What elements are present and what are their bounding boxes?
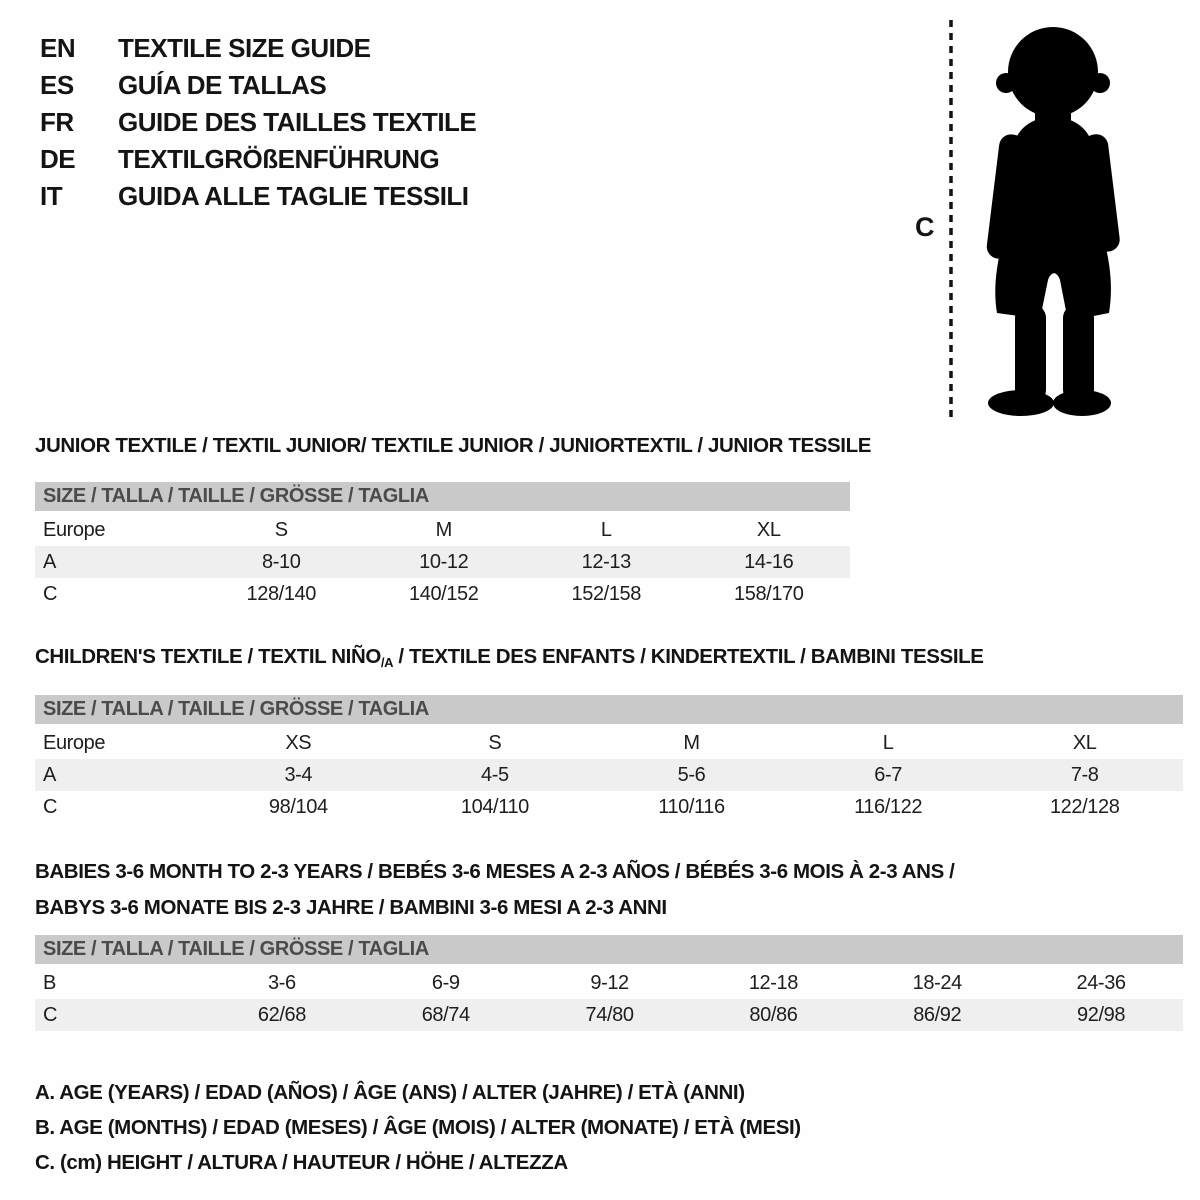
age-cell: 4-5	[481, 764, 509, 786]
height-cell: 104/110	[460, 796, 529, 818]
table-row	[35, 967, 1183, 999]
table-row	[35, 759, 1183, 791]
table-row	[35, 514, 850, 546]
guide-title-es: GUÍA DE TALLAS	[118, 70, 327, 100]
age-cell: 5-6	[677, 764, 706, 786]
height-cell: 80/86	[749, 1004, 798, 1026]
row-label: C	[43, 796, 58, 818]
age-cell: 10-12	[419, 551, 469, 573]
height-cell: 98/104	[268, 796, 328, 818]
height-cell: 122/128	[1049, 796, 1120, 818]
language-title-list	[40, 30, 476, 215]
height-cell: 140/152	[409, 583, 479, 605]
height-cell: 110/116	[658, 796, 725, 818]
height-measure-label: C	[915, 212, 935, 242]
children-section-title	[35, 645, 1183, 675]
age-cell: 8-10	[262, 551, 301, 573]
size-cell: XL	[756, 519, 781, 541]
babies-size-table	[35, 935, 1183, 1031]
babies-title-line1: BABIES 3-6 MONTH TO 2-3 YEARS / BEBÉS 3-6 MESES A 2-3 AÑOS / BÉBÉS 3-6 MOIS À 2-3 ANS /	[35, 860, 955, 883]
age-cell: 3-4	[284, 764, 313, 786]
size-cell: XS	[285, 732, 312, 754]
size-cell: XL	[1072, 732, 1097, 754]
age-cell: 12-18	[748, 972, 798, 994]
height-dashed-line-icon	[947, 20, 955, 418]
age-cell: 7-8	[1070, 764, 1099, 786]
height-cell: 152/158	[571, 583, 641, 605]
babies-section-title	[35, 854, 1183, 926]
language-row-fr	[40, 104, 476, 141]
row-label: A	[43, 551, 56, 573]
height-cell: 128/140	[246, 583, 316, 605]
age-cell: 24-36	[1076, 972, 1126, 994]
children-title-text: CHILDREN'S TEXTILE / TEXTIL NIÑO	[35, 645, 381, 668]
age-cell: 12-13	[581, 551, 631, 573]
size-guide-content	[35, 428, 1183, 1180]
language-row-en	[40, 30, 476, 67]
junior-section-title: JUNIOR TEXTILE / TEXTIL JUNIOR/ TEXTILE JUNIOR / JUNIORTEXTIL / JUNIOR TESSILE	[35, 434, 871, 457]
row-label: A	[43, 764, 56, 786]
size-cell: M	[435, 519, 452, 541]
guide-title-de: TEXTILGRÖßENFÜHRUNG	[118, 144, 440, 174]
height-cell: 158/170	[734, 583, 804, 605]
table-row	[35, 791, 1183, 823]
row-label: Europe	[43, 519, 106, 541]
babies-title-line2: BABYS 3-6 MONATE BIS 2-3 JAHRE / BAMBINI 3-6 MESI A 2-3 ANNI	[35, 896, 667, 919]
legend-age-years: A. AGE (YEARS) / EDAD (AÑOS) / ÂGE (ANS) / ALTER (JAHRE) / ETÀ (ANNI)	[35, 1081, 745, 1104]
height-cell: 86/92	[913, 1004, 962, 1026]
guide-title-fr: GUIDE DES TAILLES TEXTILE	[118, 107, 477, 137]
guide-title-it: GUIDA ALLE TAGLIE TESSILI	[118, 181, 469, 211]
children-title-subscript: /A	[380, 655, 394, 670]
row-label: Europe	[43, 732, 106, 754]
measure-legend	[35, 1075, 1183, 1180]
height-cell: 116/122	[854, 796, 923, 818]
legend-age-months: B. AGE (MONTHS) / EDAD (MESES) / ÂGE (MOIS) / ALTER (MONATE) / ETÀ (MESI)	[35, 1116, 801, 1139]
size-cell: L	[600, 519, 612, 541]
height-figure	[905, 16, 1155, 421]
table-row	[35, 578, 850, 610]
row-label: C	[43, 1004, 58, 1026]
height-cell: 74/80	[585, 1004, 634, 1026]
language-code: IT	[40, 181, 63, 211]
language-code: ES	[40, 70, 74, 100]
table-row	[35, 727, 1183, 759]
language-row-de	[40, 141, 476, 178]
height-cell: 92/98	[1077, 1004, 1126, 1026]
size-cell: S	[274, 519, 288, 541]
language-code: DE	[40, 144, 76, 174]
children-title-text: / TEXTILE DES ENFANTS / KINDERTEXTIL / BAMBINI TESSILE	[393, 645, 984, 668]
age-cell: 6-9	[431, 972, 460, 994]
junior-size-table	[35, 482, 850, 610]
table-row	[35, 546, 850, 578]
children-size-table	[35, 695, 1183, 823]
children-size-header-band: SIZE / TALLA / TAILLE / GRÖSSE / TAGLIA	[35, 695, 1183, 724]
age-cell: 6-7	[874, 764, 902, 786]
toddler-silhouette-icon	[965, 22, 1145, 422]
table-row	[35, 999, 1183, 1031]
guide-title-en: TEXTILE SIZE GUIDE	[118, 33, 371, 63]
babies-size-header-band: SIZE / TALLA / TAILLE / GRÖSSE / TAGLIA	[35, 935, 1183, 964]
legend-height-cm: C. (cm) HEIGHT / ALTURA / HAUTEUR / HÖHE / ALTEZZA	[35, 1151, 568, 1174]
language-row-it	[40, 178, 476, 215]
size-cell: S	[488, 732, 502, 754]
junior-size-header-band: SIZE / TALLA / TAILLE / GRÖSSE / TAGLIA	[35, 482, 850, 511]
language-code: FR	[40, 107, 74, 137]
row-label: C	[43, 583, 58, 605]
size-cell: L	[882, 732, 894, 754]
height-cell: 68/74	[421, 1004, 470, 1026]
row-label: B	[43, 972, 56, 994]
age-cell: 18-24	[912, 972, 962, 994]
age-cell: 14-16	[744, 551, 794, 573]
height-cell: 62/68	[257, 1004, 306, 1026]
age-cell: 3-6	[268, 972, 296, 994]
language-code: EN	[40, 33, 76, 63]
size-cell: M	[683, 732, 700, 754]
age-cell: 9-12	[590, 972, 629, 994]
language-row-es	[40, 67, 476, 104]
